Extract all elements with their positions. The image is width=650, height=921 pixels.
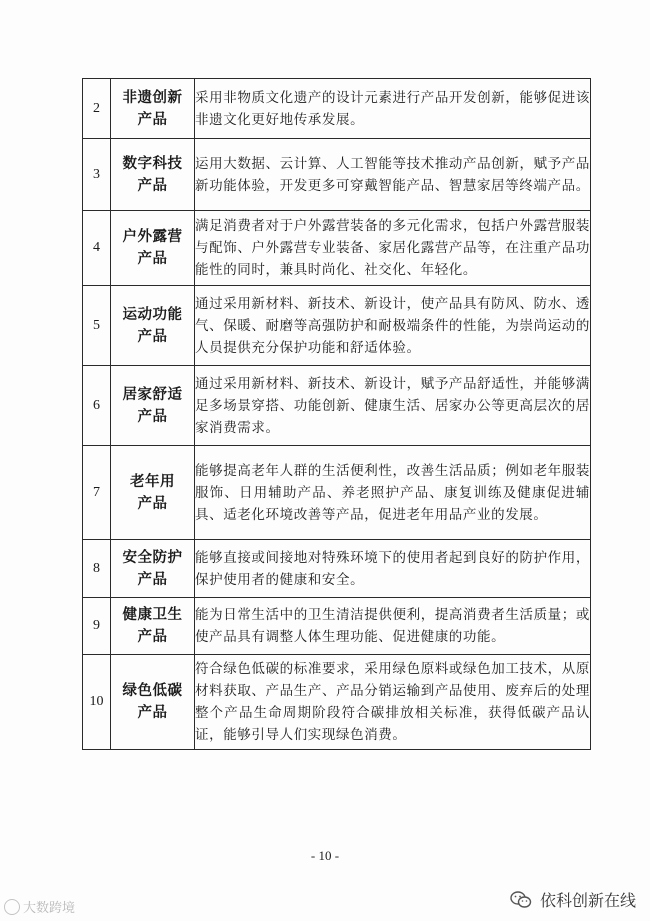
- table-row: [83, 79, 591, 139]
- category-name-line2: 产品: [137, 251, 168, 267]
- category-name: [111, 446, 195, 540]
- category-description: 运用大数据、云计算、人工智能等技术推动产品创新，赋予产品新功能体验，开发更多可穿戴智能产品、智慧家居等终端产品。: [195, 139, 591, 211]
- category-name-line2: 产品: [137, 705, 168, 721]
- watermark-left-text: 大数跨境: [23, 901, 76, 916]
- category-name-line2: 产品: [137, 177, 168, 194]
- category-name: [111, 540, 195, 598]
- table-row: [83, 139, 591, 211]
- category-name-line2: 产品: [137, 571, 168, 588]
- row-number: 8: [83, 540, 111, 598]
- row-number: 3: [83, 139, 111, 211]
- category-name-line2: 产品: [137, 111, 168, 128]
- category-description: 能够直接或间接地对特殊环境下的使用者起到良好的防护作用，保护使用者的健康和安全。: [195, 540, 591, 598]
- category-description: 采用非物质文化遗产的设计元素进行产品开发创新，能够促进该非遗文化更好地传承发展。: [195, 79, 591, 139]
- watermark-right-text: 依科创新在线: [539, 891, 636, 910]
- table-row: [83, 286, 591, 366]
- row-number: 2: [83, 79, 111, 139]
- category-name: [111, 286, 195, 366]
- category-description: 能够提高老年人群的生活便利性，改善生活品质；例如老年服装服饰、日用辅助产品、养老照护产品、康复训练及健康促进辅具、适老化环境改善等产品，促进老年用品产业的发展。: [195, 446, 591, 540]
- category-name: [111, 366, 195, 446]
- wechat-account-watermark: [510, 888, 636, 911]
- category-name-line1: 老年用: [130, 473, 175, 490]
- category-description: 满足消费者对于户外露营装备的多元化需求，包括户外露营服装与配饰、户外露营专业装备、家居化露营产品等，在注重产品功能性的同时，兼具时尚化、社交化、年轻化。: [195, 211, 591, 286]
- row-number: 4: [83, 211, 111, 286]
- category-name-line2: 产品: [137, 629, 168, 645]
- table-row: [83, 366, 591, 446]
- watermark-logo-icon: [4, 899, 20, 915]
- row-number: 7: [83, 446, 111, 540]
- category-name-line1: 健康卫生: [122, 607, 183, 623]
- row-number: 9: [83, 598, 111, 655]
- category-name-line2: 产品: [137, 495, 168, 512]
- product-category-table: [82, 78, 591, 750]
- table-row: [83, 211, 591, 286]
- category-name: [111, 655, 195, 750]
- category-description: 能为日常生活中的卫生清洁提供便利，提高消费者生活质量；或使产品具有调整人体生理功能、促进健康的功能。: [195, 598, 591, 655]
- category-name: [111, 211, 195, 286]
- category-name-line1: 非遗创新: [122, 89, 183, 106]
- page-number: - 10 -: [310, 848, 340, 863]
- category-description: 通过采用新材料、新技术、新设计，使产品具有防风、防水、透气、保暖、耐磨等高强防护和耐极端条件的性能，为崇尚运动的人员提供充分保护功能和舒适体验。: [195, 286, 591, 366]
- category-name: [111, 598, 195, 655]
- category-name-line1: 绿色低碳: [122, 683, 183, 699]
- category-name: [111, 139, 195, 211]
- table-row: [83, 655, 591, 750]
- row-number: 6: [83, 366, 111, 446]
- category-description: 符合绿色低碳的标准要求，采用绿色原料或绿色加工技术，从原材料获取、产品生产、产品分销运输到产品使用、废弃后的处理整个产品生命周期阶段符合碳排放相关标准，获得低碳产品认证，能够引导人们实现绿色消费。: [195, 655, 591, 750]
- table-row: [83, 540, 591, 598]
- category-name-line1: 户外露营: [122, 229, 183, 245]
- category-name-line2: 产品: [137, 408, 168, 425]
- category-name-line1: 居家舒适: [122, 386, 183, 403]
- watermark-left: [4, 897, 75, 916]
- row-number: 10: [83, 655, 111, 750]
- category-description: 通过采用新材料、新技术、新设计，赋予产品舒适性，并能够满足多场景穿搭、功能创新、健康生活、居家办公等更高层次的居家消费需求。: [195, 366, 591, 446]
- table-row: [83, 598, 591, 655]
- category-name-line1: 运动功能: [122, 306, 183, 323]
- category-name-line1: 数字科技: [122, 155, 183, 172]
- wechat-icon: [510, 891, 532, 909]
- table-row: [83, 446, 591, 540]
- category-name-line2: 产品: [137, 328, 168, 345]
- category-name-line1: 安全防护: [122, 549, 183, 566]
- category-name: [111, 79, 195, 139]
- row-number: 5: [83, 286, 111, 366]
